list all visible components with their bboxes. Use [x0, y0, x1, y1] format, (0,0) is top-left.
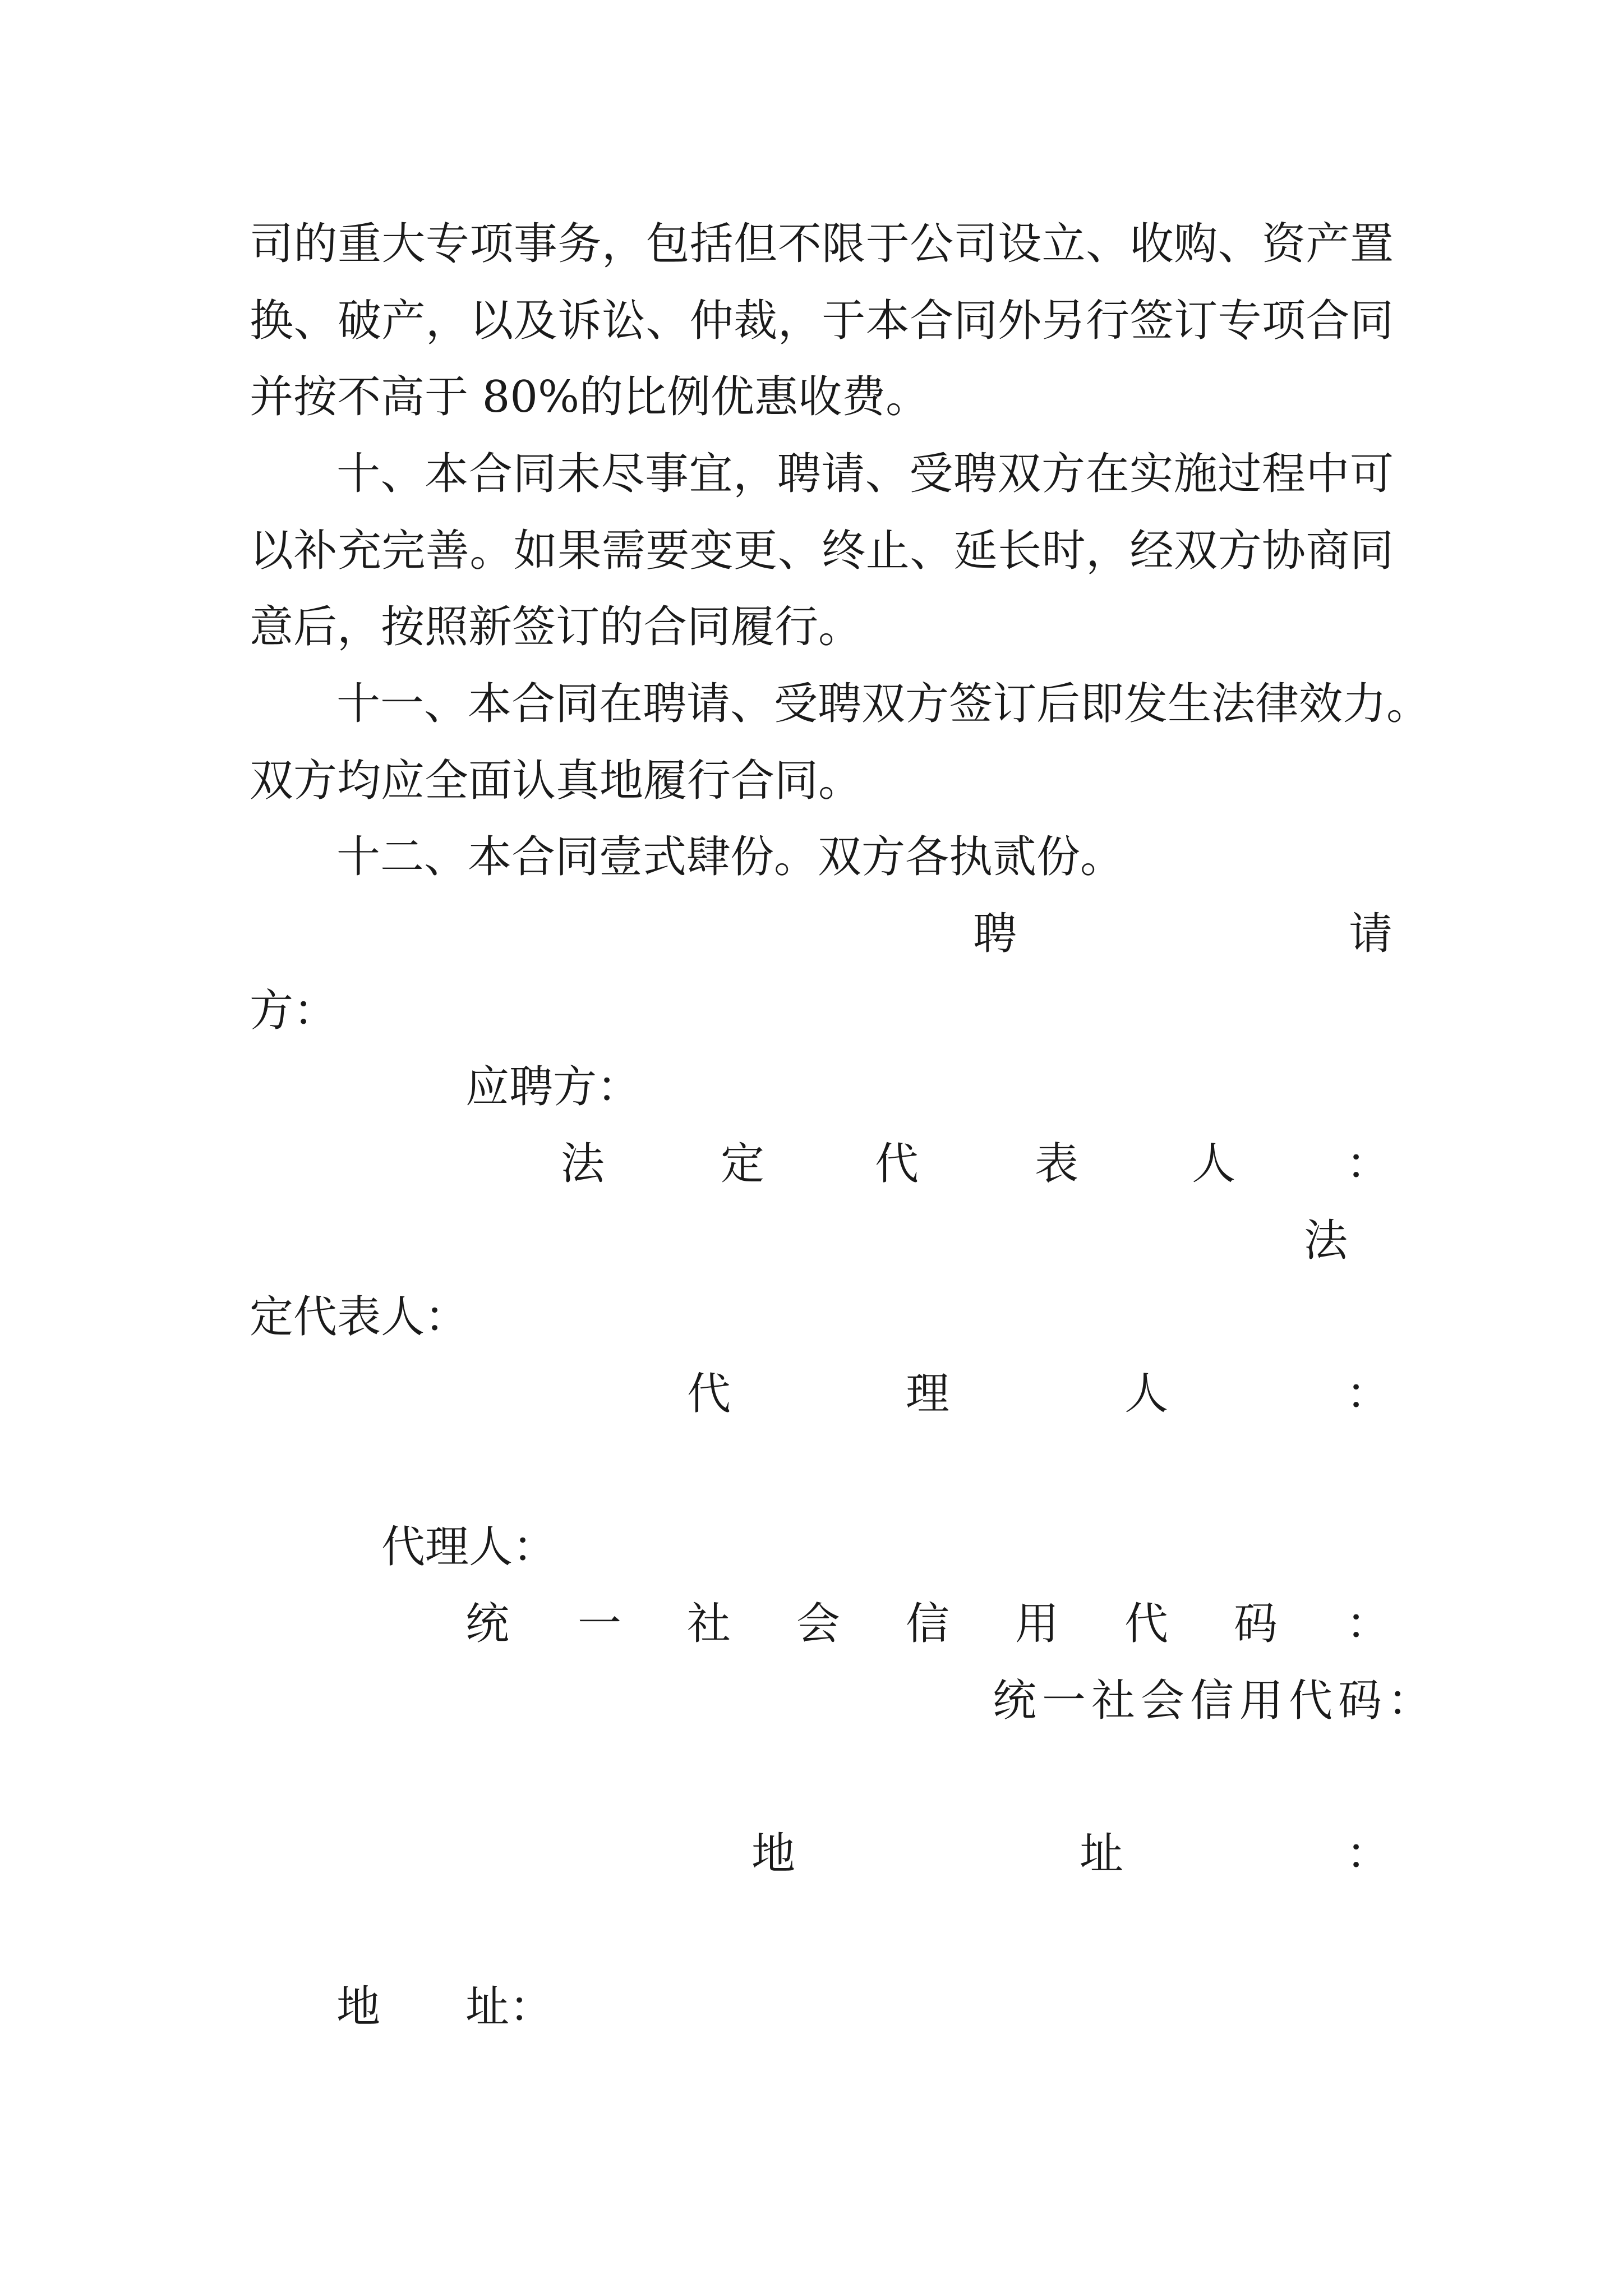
- credit-code-char: 代: [1124, 1599, 1169, 1649]
- agent-label: 代理人：: [381, 1522, 557, 1572]
- paragraph-line: 并按不高于 80%的比例优惠收费。: [250, 372, 930, 422]
- employer-label-char: 请: [1349, 909, 1393, 959]
- address-char: 址: [1080, 1829, 1124, 1879]
- credit-code-char: 会: [796, 1599, 841, 1649]
- paragraph-line: 换、破产，以及诉讼、仲裁，于本合同外另行签订专项合同: [250, 296, 1394, 346]
- legal-rep-char: 法: [561, 1139, 605, 1189]
- paragraph-line: 十二、本合同壹式肆份。双方各执贰份。: [336, 832, 1124, 882]
- employee-label: 应聘方：: [465, 1062, 641, 1112]
- agent-char: 理: [906, 1369, 950, 1419]
- paragraph-line: 意后，按照新签订的合同履行。: [250, 602, 863, 652]
- credit-code-char: 统: [465, 1599, 510, 1649]
- employer-label-tail: 方：: [250, 986, 338, 1036]
- legal-rep-char: ：: [1346, 1139, 1390, 1189]
- agent-char: 人: [1124, 1369, 1169, 1419]
- legal-rep-char: 表: [1035, 1139, 1079, 1189]
- address-char: ：: [1346, 1829, 1390, 1879]
- legal-rep-char: 定: [721, 1139, 765, 1189]
- credit-code-char: ：: [1346, 1599, 1390, 1649]
- legal-rep-char: 法: [1304, 1216, 1348, 1266]
- legal-rep-char: 人: [1192, 1139, 1236, 1189]
- credit-code-char: 用: [1015, 1599, 1059, 1649]
- credit-code-char: 一: [578, 1599, 622, 1649]
- paragraph-line: 十一、本合同在聘请、受聘双方签订后即发生法律效力。: [336, 679, 1431, 729]
- legal-rep-label: 定代表人：: [250, 1292, 469, 1342]
- agent-char: 代: [687, 1369, 731, 1419]
- credit-code-char: 信: [906, 1599, 950, 1649]
- credit-code-char: 社: [687, 1599, 731, 1649]
- paragraph-line: 司的重大专项事务，包括但不限于公司设立、收购、资产置: [250, 219, 1394, 269]
- legal-rep-char: 代: [875, 1139, 919, 1189]
- agent-char: ：: [1346, 1369, 1390, 1419]
- address-char: 地: [336, 1982, 381, 2032]
- address-char: 地: [751, 1829, 796, 1879]
- employer-label-char: 聘: [973, 909, 1017, 959]
- paragraph-line: 双方均应全面认真地履行合同。: [250, 756, 863, 806]
- credit-code-char: 码: [1234, 1599, 1278, 1649]
- paragraph-line: 十、本合同未尽事宜，聘请、受聘双方在实施过程中可: [336, 449, 1394, 499]
- credit-code-label: 统一社会信用代码：: [993, 1676, 1437, 1726]
- address-label: 址：: [465, 1982, 554, 2032]
- paragraph-line: 以补充完善。如果需要变更、终止、延长时，经双方协商同: [250, 526, 1394, 576]
